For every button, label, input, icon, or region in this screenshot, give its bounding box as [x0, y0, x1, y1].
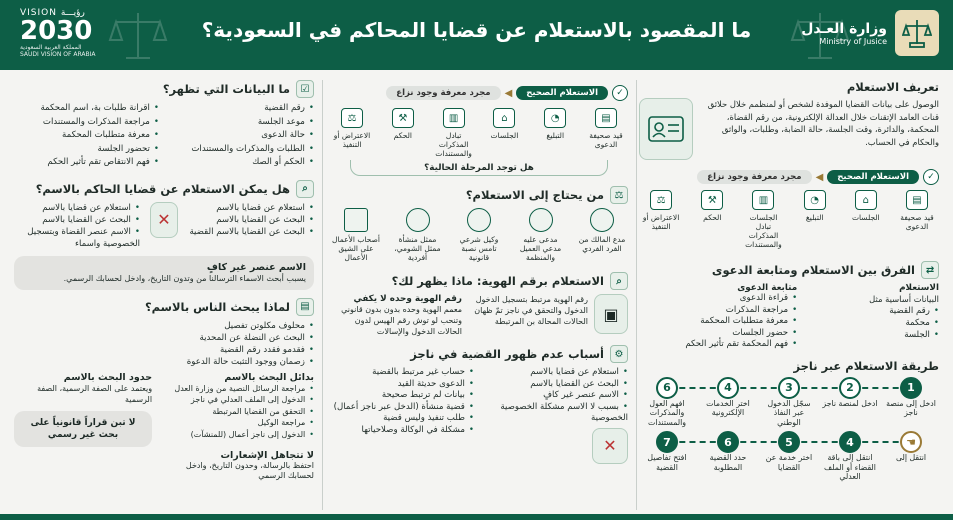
correct-inquiry-row — [330, 84, 628, 102]
list-item: • مراجعة الرسائل النصية من وزارة العدل — [162, 383, 314, 395]
step-label: اختر خدمة عن القضايا — [765, 453, 813, 472]
documents-icon: ▥ — [443, 108, 465, 128]
list-item: • محكمة — [807, 317, 939, 329]
step-number: 5 — [778, 431, 800, 453]
step-item — [639, 431, 695, 482]
stage-item — [844, 190, 888, 222]
list-item: • معرفة متطلبات المحكمة — [639, 316, 797, 328]
limits-title: حدود البحث بالاسم — [63, 371, 153, 383]
data-title: ما البيانات التي تظهر؟ — [162, 82, 290, 96]
step-item — [761, 431, 817, 482]
name-warning-text: يسبب أبحث الاسماء الترسالنا من وتدون التاريخ، وادخل لحسابك الرسمي. — [63, 273, 306, 283]
vision-label: VISION رؤيـــة — [20, 8, 85, 18]
step-number: 6 — [717, 431, 739, 453]
search-icon: ⌕ — [296, 180, 314, 198]
step-item — [883, 377, 939, 428]
data-list-left — [14, 102, 159, 170]
reasons-name-list — [484, 367, 628, 425]
stage-label: الجلسات تبادل المذكرات والمستندات — [745, 213, 782, 249]
stage-label: الحكم — [393, 131, 412, 140]
step-label: افتح تفاصيل القضية — [647, 453, 687, 472]
document-x-icon: ✕ — [592, 428, 628, 464]
definition-heading — [639, 80, 939, 94]
stage-item — [690, 190, 734, 222]
alternatives-list — [162, 383, 314, 441]
list-item: • تحضور الجلسة — [14, 143, 159, 157]
who-label: أصحاب الأعمال على الشيق الأعمال — [332, 235, 380, 262]
step-item — [822, 431, 878, 482]
stage-item — [381, 108, 425, 140]
id-heading — [330, 272, 628, 290]
data-list-right — [169, 102, 314, 170]
step-label: افهم العول والمذكرات والمستندات — [647, 398, 687, 427]
who-item — [576, 208, 628, 253]
step-number: 4 — [717, 377, 739, 399]
step-label: ادخل إلى منصة ناجز — [886, 398, 936, 417]
alternatives-columns — [14, 372, 314, 447]
id-linked-text: رقم الهوية مرتبط بتسجيل الدخول الدخول والتحقق في ناجز تمّ ظهان الحالات المحالة بن المرتبطة — [474, 295, 588, 326]
person-icon — [590, 208, 614, 232]
reasons-title: أسباب عدم ظهور القضية في ناجز — [410, 347, 604, 361]
stage-item — [584, 108, 628, 149]
check-circle-icon: ✓ — [612, 85, 628, 101]
person-icon — [529, 208, 553, 232]
why-list — [14, 320, 314, 368]
who-item — [515, 208, 567, 262]
list-item: • موعد الجلسة — [169, 116, 314, 130]
najiz-steps-row-1 — [639, 377, 939, 428]
stage-item — [639, 190, 683, 231]
list-item: • زصمان ووجود التثبت حالة الدعوة — [14, 356, 314, 368]
id-title: الاستعلام برقم الهوية: ماذا يظهر لك؟ — [391, 274, 604, 288]
why-title: لماذا يبحث الناس بالاسم؟ — [144, 299, 290, 314]
list-item: • استعلام عن قضايا بالاسم — [188, 202, 314, 214]
list-item: • مراجعة الوكيل — [162, 417, 314, 429]
header-banner — [0, 0, 953, 70]
step-label: انتقل إلى — [895, 453, 927, 462]
najiz-heading — [639, 359, 939, 373]
stage-label: الاعتراض أو التنفيذ — [642, 213, 680, 231]
list-item: • الدعوى حديثة القيد — [330, 379, 474, 391]
document-icon: ▤ — [906, 190, 928, 210]
inquiry-head: الاستعلام — [899, 283, 939, 293]
stage-label: الجلسات — [851, 213, 880, 222]
check-circle-icon: ✓ — [923, 169, 939, 185]
stage-label: الاعتراض أو التنفيذ — [333, 131, 371, 149]
stage-label: الحكم — [703, 213, 722, 222]
list-item: • الجلسة — [807, 329, 939, 341]
lawyer-icon — [467, 208, 491, 232]
step-item — [822, 377, 878, 428]
vision-subtitle: المملكة العربية السعودية SAUDI VISION OF ARABIA — [20, 44, 96, 58]
list-item: • الحكم أو الصك — [169, 156, 314, 170]
vision-2030-logo — [20, 8, 96, 58]
name-list-right — [188, 202, 314, 250]
list-item: • التحقق من القضايا المرتبطة — [162, 406, 314, 418]
correct-inquiry-row — [639, 168, 939, 186]
list-item: • رقم القضية — [807, 305, 939, 317]
list-item: • بسبب لا الاسم مشكلة الخصوصية الخصوصية — [484, 402, 628, 425]
name-list-left — [14, 202, 140, 250]
list-item: • بيانات لم ترتبط صحيحة — [330, 390, 474, 402]
list-item: • مراجعة المذكرات والمستندات — [14, 116, 159, 130]
notifications-text: احتفظ بالرسالة، وحدون التاريخ، وادخل لحسابك الرسمي — [185, 460, 314, 480]
who-list — [330, 208, 628, 262]
hand-pointer-icon: ☚ — [900, 431, 922, 453]
arrow-left-icon: ◀ — [504, 87, 513, 99]
list-item: • فهم المحكمة تقم تأثير الحكم — [639, 339, 797, 351]
gavel-icon: ⚒ — [392, 108, 414, 128]
id-section — [330, 294, 628, 337]
correct-inquiry-pill: الاستعلام الصحيح — [516, 86, 608, 100]
list-item: • قضية منشأة (الدخل عبر ناجز أعمال) — [330, 402, 474, 414]
list-item: • الطلبات والمذكرات والمستندات — [169, 143, 314, 157]
who-title: من يحتاج إلى الاستعلام؟ — [465, 188, 604, 202]
list-item: • مراجعة المذكرات — [639, 305, 797, 317]
document-icon: ▤ — [296, 298, 314, 316]
step-label: اختر الخدمات الإلكترونية — [706, 398, 750, 417]
vision-year: 2030 — [20, 16, 93, 46]
step-number: 7 — [656, 431, 678, 453]
list-item: • حالة الدعوى — [169, 129, 314, 143]
inquiry-intro: البيانات أساسية مثل — [869, 294, 939, 304]
list-item: • رقم القضية — [169, 102, 314, 116]
bell-icon: ◔ — [804, 190, 826, 210]
list-item: • الدخول إلى الملف العدلي في ناجز — [162, 394, 314, 406]
difference-heading — [639, 261, 939, 279]
stage-label: تبادل المذكرات والمستندات — [435, 131, 472, 158]
step-item — [700, 377, 756, 428]
name-title: هل يمكن الاستعلام عن قضايا الحاكم بالاسم؟ — [35, 181, 290, 196]
najiz-title: طريقة الاستعلام عبر ناجز — [793, 358, 939, 373]
scales-icon: ⚖ — [650, 190, 672, 210]
definition-text: الوصول على بيانات القضايا الموفدة لشخص أو لمنظمم خلال حلائق قنات العامد الإتقنات خلال العدالة الإلكترونية، من رقم القضاة، المحكمة، والدائرة، وقت الجلسة، حالة الضابة، وطلبات، والواثق والحكام في الحساب. — [707, 99, 939, 147]
id-not-enough-text: معمم الهوية وحده بدون بدون قانوني وتنحب لو توش رقم الهيس لدون الحالات الدخول والإسالات — [341, 305, 462, 336]
inquiry-list — [807, 305, 939, 341]
left-column — [14, 80, 314, 512]
building-icon: ⌂ — [855, 190, 877, 210]
scales-icon: ⚖ — [341, 108, 363, 128]
footer-bar — [0, 514, 953, 520]
reasons-heading — [330, 345, 628, 363]
stage-label: الجلسات — [490, 131, 519, 140]
gavel-icon: ⚒ — [701, 190, 723, 210]
final-warning: لا تبن قراراً قانونياً على بحث غير رسمي — [14, 411, 152, 447]
correct-inquiry-pill: الاستعلام الصحيح — [827, 170, 919, 184]
follow-list — [639, 293, 797, 351]
stage-item — [741, 190, 785, 249]
list-item: • الاسم عنصر غير كافٍ — [484, 390, 628, 402]
bell-icon: ◔ — [544, 108, 566, 128]
list-item: • البحث عن القضايا بالاسم — [14, 214, 140, 226]
stage-label: التبليغ — [546, 131, 565, 140]
list-item: • فقدمو فقدد رقم القضية — [14, 344, 314, 356]
id-card-icon: ▣ — [594, 294, 628, 334]
dispute-only-pill: مجرد معرفة وجود نزاع — [697, 170, 811, 184]
list-item: • البحث عن القضايا بالاسم — [188, 214, 314, 226]
list-item: • محلوف مكلوتن تفصيل — [14, 320, 314, 332]
list-item: • البحث عن القضايا بالاسم — [484, 379, 628, 391]
who-label: ممثل منشأة ممثل الشومي، أفردية — [394, 235, 441, 262]
definition-title: تعريف الاستعلام — [846, 80, 939, 94]
stage-item — [895, 190, 939, 231]
stage-question-text: هل توجد المرحلة الحالية؟ — [424, 163, 534, 173]
difference-title: الفرق بين الاستعلام ومتابعة الدعوى — [711, 263, 915, 277]
list-item: • استعلام عن قضايا بالاسم — [14, 202, 140, 214]
ministry-name-en: Ministry of Jusice — [819, 36, 887, 46]
step-number: 3 — [778, 377, 800, 399]
documents-icon: ▥ — [752, 190, 774, 210]
stage-label: قيد صحيفة الدعوى — [900, 213, 934, 231]
document-icon: ▤ — [595, 108, 617, 128]
stage-item — [432, 108, 476, 158]
dispute-only-pill: مجرد معرفة وجود نزاع — [386, 86, 500, 100]
stage-item — [482, 108, 526, 140]
id-not-enough-title: رقم الهوية وحده لا يكفي — [353, 294, 462, 304]
middle-column — [330, 80, 628, 512]
right-column — [639, 80, 939, 512]
arrow-left-icon: ◀ — [815, 171, 824, 183]
step-label: سجّل الدخول عبر النفاذ الوطني — [767, 398, 811, 427]
limits-text: ويعتمد على الصفة الرسمية، الصفة الرسمية — [37, 383, 153, 404]
document-x-icon: ✕ — [150, 202, 178, 238]
who-label: مدعى عليه مدعي العميل والمنظمة — [519, 235, 562, 262]
step-item — [639, 377, 695, 428]
who-item — [330, 208, 382, 262]
representative-icon — [406, 208, 430, 232]
gear-icon: ⚙ — [610, 345, 628, 363]
alternatives-title: بدائل البحث بالاسم — [224, 371, 314, 383]
list-item: • الدخول إلى ناجز أعمال (للمنشآت) — [162, 429, 314, 441]
list-item: • قراءة الدعوى — [639, 293, 797, 305]
stage-item — [793, 190, 837, 222]
stage-item — [330, 108, 374, 149]
who-heading — [330, 186, 628, 204]
name-warning-box — [14, 256, 314, 290]
stage-question — [350, 160, 608, 176]
search-icon: ⌕ — [610, 272, 628, 290]
list-item: • حساب غير مرتبط بالقضية — [330, 367, 474, 379]
difference-columns — [639, 283, 939, 351]
name-columns — [14, 202, 314, 250]
column-divider — [322, 80, 323, 510]
ministry-emblem-icon — [895, 10, 939, 56]
building-icon — [344, 208, 368, 232]
list-item: • معرفة متطلبات المحكمة — [14, 129, 159, 143]
step-item — [883, 431, 939, 482]
list-item: • مشكلة في الوكالة وصلاحياتها — [330, 425, 474, 437]
list-item: • البحث عن القضايا بالاسم القضية — [188, 226, 314, 238]
reasons-columns — [330, 367, 628, 464]
step-item — [761, 377, 817, 428]
reasons-list — [330, 367, 474, 464]
list-item: • حضور الجلسات — [639, 328, 797, 340]
step-number: 1 — [900, 377, 922, 399]
najiz-steps-row-2 — [639, 431, 939, 482]
checklist-icon: ☑ — [296, 80, 314, 98]
who-item — [392, 208, 444, 262]
list-item: • فهم الانتقاص تقم تأثير الحكم — [14, 156, 159, 170]
why-heading — [14, 298, 314, 316]
step-label: حدد القضية المطلوبة — [709, 453, 747, 472]
list-item: • طلب تنفيذ وليس قضية — [330, 413, 474, 425]
list-item: • اقرانة طلبات بة، اسم المحكمة — [14, 102, 159, 116]
building-icon: ⌂ — [493, 108, 515, 128]
ministry-logo — [801, 10, 939, 56]
step-number: 2 — [839, 377, 861, 399]
step-label: ادخل لمنصة ناجز — [822, 398, 878, 408]
data-heading — [14, 80, 314, 98]
page-title: ما المقصود بالاستعلام عن قضايا المحاكم في السعودية؟ — [201, 18, 752, 42]
stage-label: التبليغ — [805, 213, 824, 222]
step-number: 6 — [656, 377, 678, 399]
follow-head: متابعة الدعوى — [737, 283, 798, 293]
id-card-illustration-icon — [639, 98, 693, 160]
scales-icon: ⚖ — [610, 186, 628, 204]
step-number: 4 — [839, 431, 861, 453]
stage-item — [533, 108, 577, 140]
compare-icon: ⇄ — [921, 261, 939, 279]
who-item — [453, 208, 505, 262]
scales-watermark-icon — [108, 8, 168, 63]
step-label: انتقل إلى باقة القضاء أو الملف العدلي — [824, 453, 876, 481]
list-item: • البحث عن النضلة عن المحدية — [14, 332, 314, 344]
name-heading — [14, 180, 314, 198]
data-columns — [14, 102, 314, 170]
case-stages-list — [639, 190, 939, 249]
notifications-title: لا تتجاهل الإشعارات — [220, 449, 314, 461]
who-label: مدع المالك من الفرد الفردي — [578, 235, 626, 253]
ministry-name-ar: وزارة العـدل — [801, 20, 887, 37]
case-stages-list — [330, 108, 628, 158]
list-item: • الاسم عنصر القضاة وبتسجيل الخصوصية واسماء — [14, 226, 140, 250]
who-label: وكيل شرعي تامس نصبة قانونية — [459, 235, 499, 262]
name-warning-title: الاسم عنصر غير كافٍ — [206, 261, 306, 273]
stage-label: قيد صحيفة الدعوى — [589, 131, 623, 149]
list-item: • استعلام عن قضايا بالاسم — [484, 367, 628, 379]
step-item — [700, 431, 756, 482]
column-divider — [636, 80, 637, 510]
